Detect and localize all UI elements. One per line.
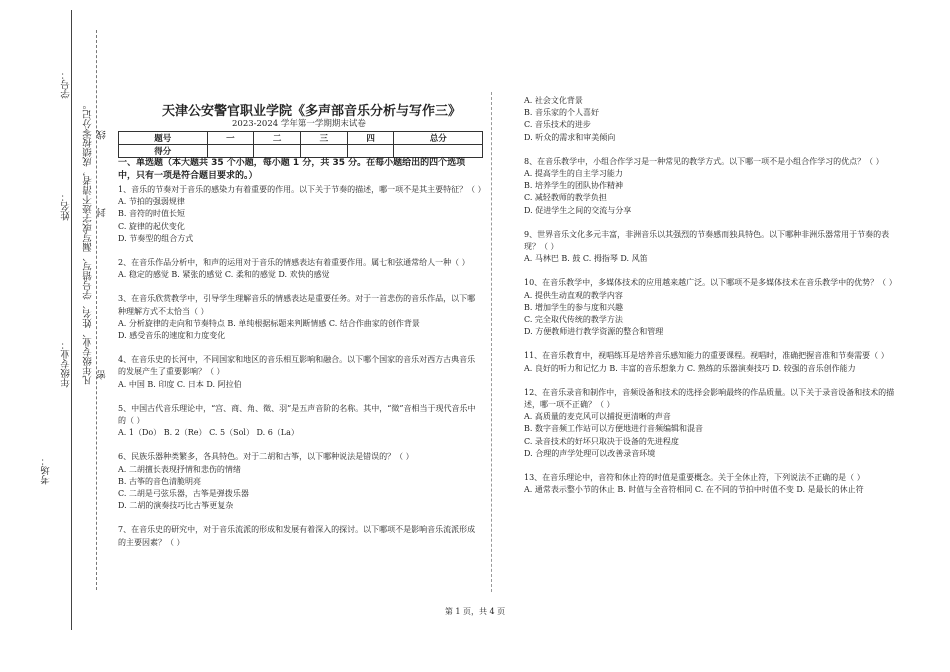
score-cell: 总分 — [394, 132, 483, 145]
question-stem: 3、在音乐欣赏教学中，引导学生理解音乐的情感表达是重要任务。对于一首悲伤的音乐作品，以下哪种理解方式不太恰当（ ） — [118, 294, 476, 316]
warning-text: 凡年级专业、姓名、学号错写、漏写或字迹不清者，成绩按零分记。 — [83, 100, 94, 385]
score-cell: 四 — [347, 132, 394, 145]
question — [524, 387, 896, 460]
answer-option: D. 合理的声学处理可以改善录音环境 — [524, 448, 656, 458]
answer-option: B. 培养学生的团队协作精神 — [524, 181, 623, 191]
answer-option: B. 数字音频工作站可以方便地进行音频编辑和混音 — [524, 424, 703, 434]
answer-option: A. 分析旋律的走向和节奏特点 B. 单纯根据标题来判断情感 C. 结合作曲家的创作背景 — [118, 318, 420, 328]
score-table-score-row — [119, 145, 483, 158]
answer-option: C. 音乐技术的进步 — [524, 120, 591, 130]
answer-option: D. 听众的需求和审美倾向 — [524, 132, 616, 142]
question-stem: 7、在音乐史的研究中，对于音乐流派的形成和发展有着深入的探讨。以下哪项不是影响音乐流派形成的主要因素？（ ） — [118, 525, 476, 547]
score-cell: 题号 — [119, 132, 208, 145]
score-cell: 一 — [207, 132, 254, 145]
column-divider — [491, 92, 492, 592]
question — [118, 403, 483, 440]
answer-option: C. 完全取代传统的教学方法 — [524, 315, 623, 325]
question — [524, 350, 896, 374]
question — [118, 354, 483, 391]
score-cell — [394, 145, 483, 158]
score-table — [118, 131, 483, 158]
score-cell — [207, 145, 254, 158]
question — [118, 524, 483, 548]
question — [524, 156, 896, 217]
question — [118, 451, 483, 512]
answer-option: D. 二胡的演奏技巧比古筝更复杂 — [118, 501, 234, 511]
question — [118, 257, 483, 281]
question-stem: 8、在音乐教学中，小组合作学习是一种常见的教学方式。以下哪一项不是小组合作学习的优点？（ ） — [524, 156, 884, 166]
answer-option: A. 节拍的强弱规律 — [118, 197, 185, 207]
score-table-header-row — [119, 132, 483, 145]
score-cell: 二 — [254, 132, 301, 145]
name-label: 姓名： — [61, 192, 72, 221]
binding-line-outer — [71, 10, 72, 630]
answer-option: A. 提高学生的自主学习能力 — [524, 169, 623, 179]
answer-option: A. 高质量的麦克风可以捕捉更清晰的声音 — [524, 412, 671, 422]
grade-major-label: 年级专业： — [61, 340, 72, 388]
section-title: 一、单选题（本大题共 35 个小题，每小题 1 分，共 35 分。在每小题给出的四个选项中，只有一项是符合题目要求的。） — [118, 158, 466, 181]
answer-option: B. 音乐家的个人喜好 — [524, 108, 599, 118]
answer-option: D. 节奏型的组合方式 — [118, 233, 194, 243]
answer-option: A. 马林巴 B. 鼓 C. 拇指琴 D. 风笛 — [524, 254, 648, 264]
answer-option: A. 良好的听力和记忆力 B. 丰富的音乐想象力 C. 熟练的乐器演奏技巧 D. 较强的音乐创作能力 — [524, 363, 856, 373]
answer-option: B. 古筝的音色清脆明亮 — [118, 476, 201, 486]
seal-mark-mi: 密 — [97, 370, 108, 380]
answer-option: A. 二胡擅长表现抒情和悲伤的情绪 — [118, 464, 241, 474]
question-stem: 9、世界音乐文化多元丰富，非洲音乐以其强烈的节奏感而独具特色。以下哪种非洲乐器常用于节奏的表现？（ ） — [524, 229, 890, 252]
score-cell: 三 — [300, 132, 347, 145]
exam-title: 天津公安警官职业学院《多声部音乐分析与写作三》 — [162, 104, 462, 119]
right-column — [524, 95, 896, 508]
left-column — [118, 157, 486, 561]
answer-option: A. 稳定的感觉 B. 紧张的感觉 C. 柔和的感觉 D. 欢快的感觉 — [118, 270, 330, 280]
question-stem: 2、在音乐作品分析中，和声的运用对于音乐的情感表达有着重要作用。属七和弦通常给人一种（ ） — [118, 258, 470, 268]
question-stem: 1、音乐的节奏对于音乐的感染力有着重要的作用。以下关于节奏的描述，哪一项不是其主要特征？（ ） — [118, 185, 486, 194]
exam-room-label: 考场： — [41, 456, 52, 485]
score-cell — [300, 145, 347, 158]
score-cell — [254, 145, 301, 158]
binding-line-inner — [96, 30, 97, 590]
page-footer: 第 1 页，共 4 页 — [444, 607, 506, 616]
question — [524, 277, 896, 338]
answer-option: D. 促进学生之间的交流与分享 — [524, 205, 632, 215]
answer-option: B. 增加学生的参与度和兴趣 — [524, 302, 623, 312]
answer-option: A. 提供生动直观的教学内容 — [524, 290, 623, 300]
question-stem: 12、在音乐录音和制作中，音频设备和技术的选择会影响最终的作品质量。以下关于录音设备和技术的描述，哪一项不正确？（ ） — [524, 387, 895, 410]
question-stem: 6、民族乐器种类繁多，各具特色。对于二胡和古筝，以下哪种说法是错误的？（ ） — [118, 452, 414, 462]
question-stem: 4、在音乐史的长河中，不同国家和地区的音乐相互影响和融合。以下哪个国家的音乐对西方古典音乐的发展产生了重要影响？（ ） — [118, 355, 476, 377]
student-id-label: 学号： — [61, 70, 72, 99]
question — [118, 293, 483, 342]
right-question-list — [524, 95, 896, 496]
exam-subtitle: 2023-2024 学年第一学期期末试卷 — [232, 119, 366, 129]
left-question-list — [118, 184, 486, 549]
answer-option: B. 音符的时值长短 — [118, 209, 185, 219]
answer-option: A. 社会文化背景 — [524, 96, 583, 105]
answer-option: D. 方便教师进行教学资源的整合和管理 — [524, 327, 664, 337]
question — [524, 229, 896, 266]
answer-option: A. 通常表示整小节的休止 B. 时值与全音符相同 C. 在不同的节拍中时值不变 D. 是最长的休止符 — [524, 485, 864, 495]
answer-option: A. 中国 B. 印度 C. 日本 D. 阿拉伯 — [118, 379, 242, 389]
question — [524, 95, 896, 144]
question — [524, 472, 896, 496]
answer-option: C. 减轻教师的教学负担 — [524, 193, 607, 203]
answer-option: C. 旋律的起伏变化 — [118, 221, 185, 231]
question-stem: 5、中国古代音乐理论中，“宫、商、角、徵、羽”是五声音阶的名称。其中，“徵”音相当于现代音乐中的（ ） — [118, 403, 476, 426]
question — [118, 184, 486, 245]
question-stem: 10、在音乐教学中，多媒体技术的应用越来越广泛。以下哪项不是多媒体技术在音乐教学中的优势？（ ） — [524, 278, 897, 288]
answer-option: C. 录音技术的好坏只取决于设备的先进程度 — [524, 436, 679, 446]
answer-option: D. 感受音乐的速度和力度变化 — [118, 331, 226, 341]
question-stem: 11、在音乐教育中，视唱练耳是培养音乐感知能力的重要课程。视唱时，准确把握音准和节奏需要（ ） — [524, 351, 889, 361]
score-cell — [347, 145, 394, 158]
seal-mark-feng: 封 — [97, 208, 108, 218]
answer-option: A. 1（Do） B. 2（Re） C. 5（Sol） D. 6（La） — [118, 428, 299, 438]
seal-mark-xian: 线 — [97, 130, 108, 140]
question-stem: 13、在音乐理论中，音符和休止符的时值是重要概念。关于全休止符，下列说法不正确的是（ ） — [524, 473, 865, 483]
answer-option: C. 二胡是弓弦乐器，古筝是弹拨乐器 — [118, 489, 249, 499]
score-cell: 得分 — [119, 145, 208, 158]
